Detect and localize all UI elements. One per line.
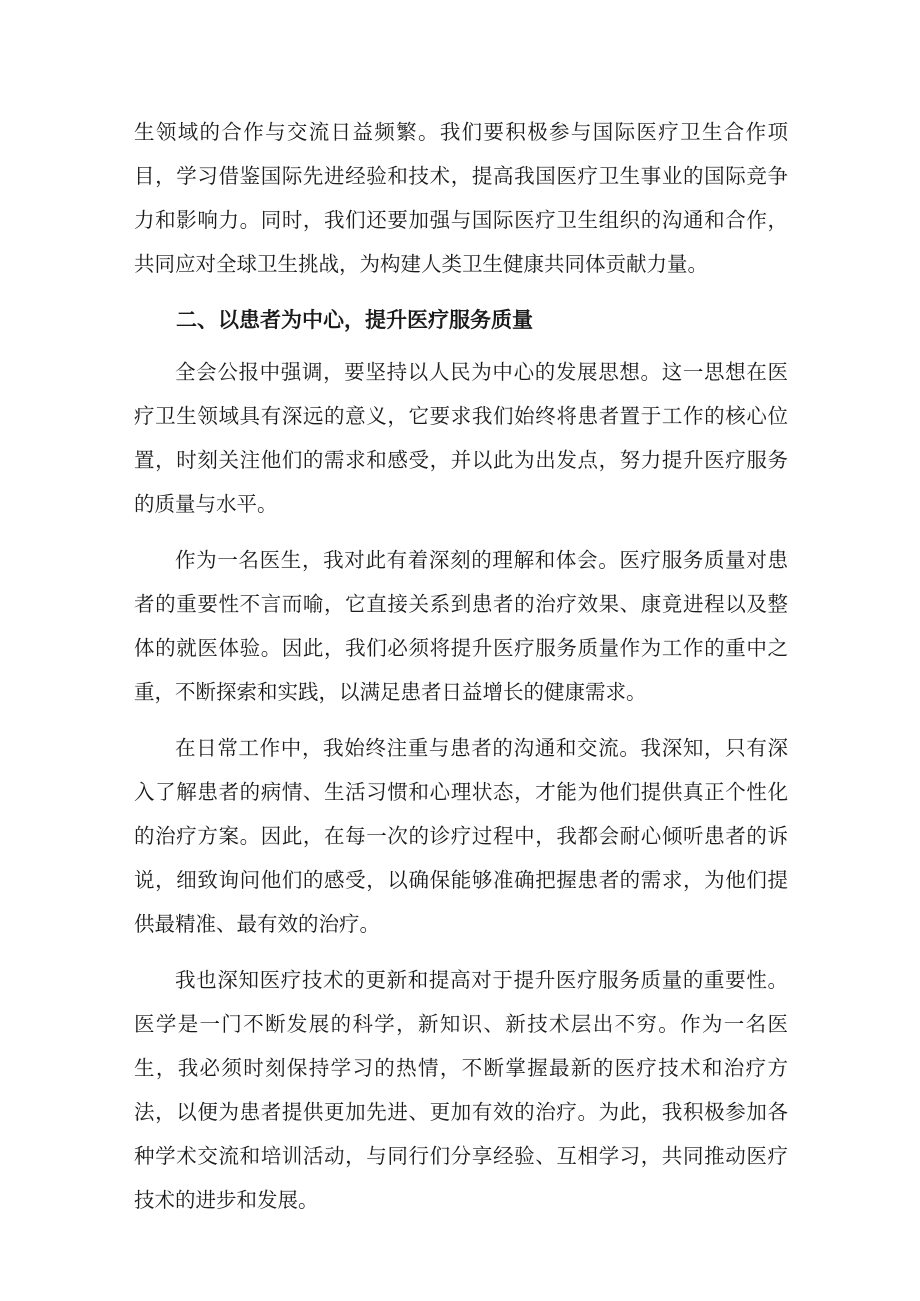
paragraph-4: 我也深知医疗技术的更新和提高对于提升医疗服务质量的重要性。医学是一门不断发展的科学，新知识、新技术层出不穷。作为一名医生，我必须时刻保持学习的热情，不断掌握最新的医疗技术和治疗方法，以便为患者提供更加先进、更加有效的治疗。为此，我积极参加各种学术交流和培训活动，与同行们分享经验、互相学习，共同推动医疗技术的进步和发展。	[134, 968, 788, 1212]
section-heading: 二、以患者为中心，提升医疗服务质量	[176, 308, 533, 332]
paragraph-1: 全会公报中强调，要坚持以人民为中心的发展思想。这一思想在医疗卫生领域具有深远的意义，它要求我们始终将患者置于工作的核心位置，时刻关注他们的需求和感受，并以此为出发点，努力提升医疗服务的质量与水平。	[134, 360, 788, 516]
paragraph-3: 在日常工作中，我始终注重与患者的沟通和交流。我深知，只有深入了解患者的病情、生活习惯和心理状态，才能为他们提供真正个性化的治疗方案。因此，在每一次的诊疗过程中，我都会耐心倾听患者的诉说，细致询问他们的感受，以确保能够准确把握患者的需求，为他们提供最精准、最有效的治疗。	[134, 736, 788, 936]
document-page	[134, 110, 788, 1234]
paragraph-2: 作为一名医生，我对此有着深刻的理解和体会。医疗服务质量对患者的重要性不言而喻，它直接关系到患者的治疗效果、康竟进程以及整体的就医体验。因此，我们必须将提升医疗服务质量作为工作的重中之重，不断探索和实践，以满足患者日益增长的健康需求。	[134, 548, 788, 704]
paragraph-continuation: 生领域的合作与交流日益频繁。我们要积极参与国际医疗卫生合作项目，学习借鉴国际先进经验和技术，提高我国医疗卫生事业的国际竞争力和影响力。同时，我们还要加强与国际医疗卫生组织的沟通和合作，共同应对全球卫生挑战，为构建人类卫生健康共同体贡献力量。	[134, 120, 788, 276]
